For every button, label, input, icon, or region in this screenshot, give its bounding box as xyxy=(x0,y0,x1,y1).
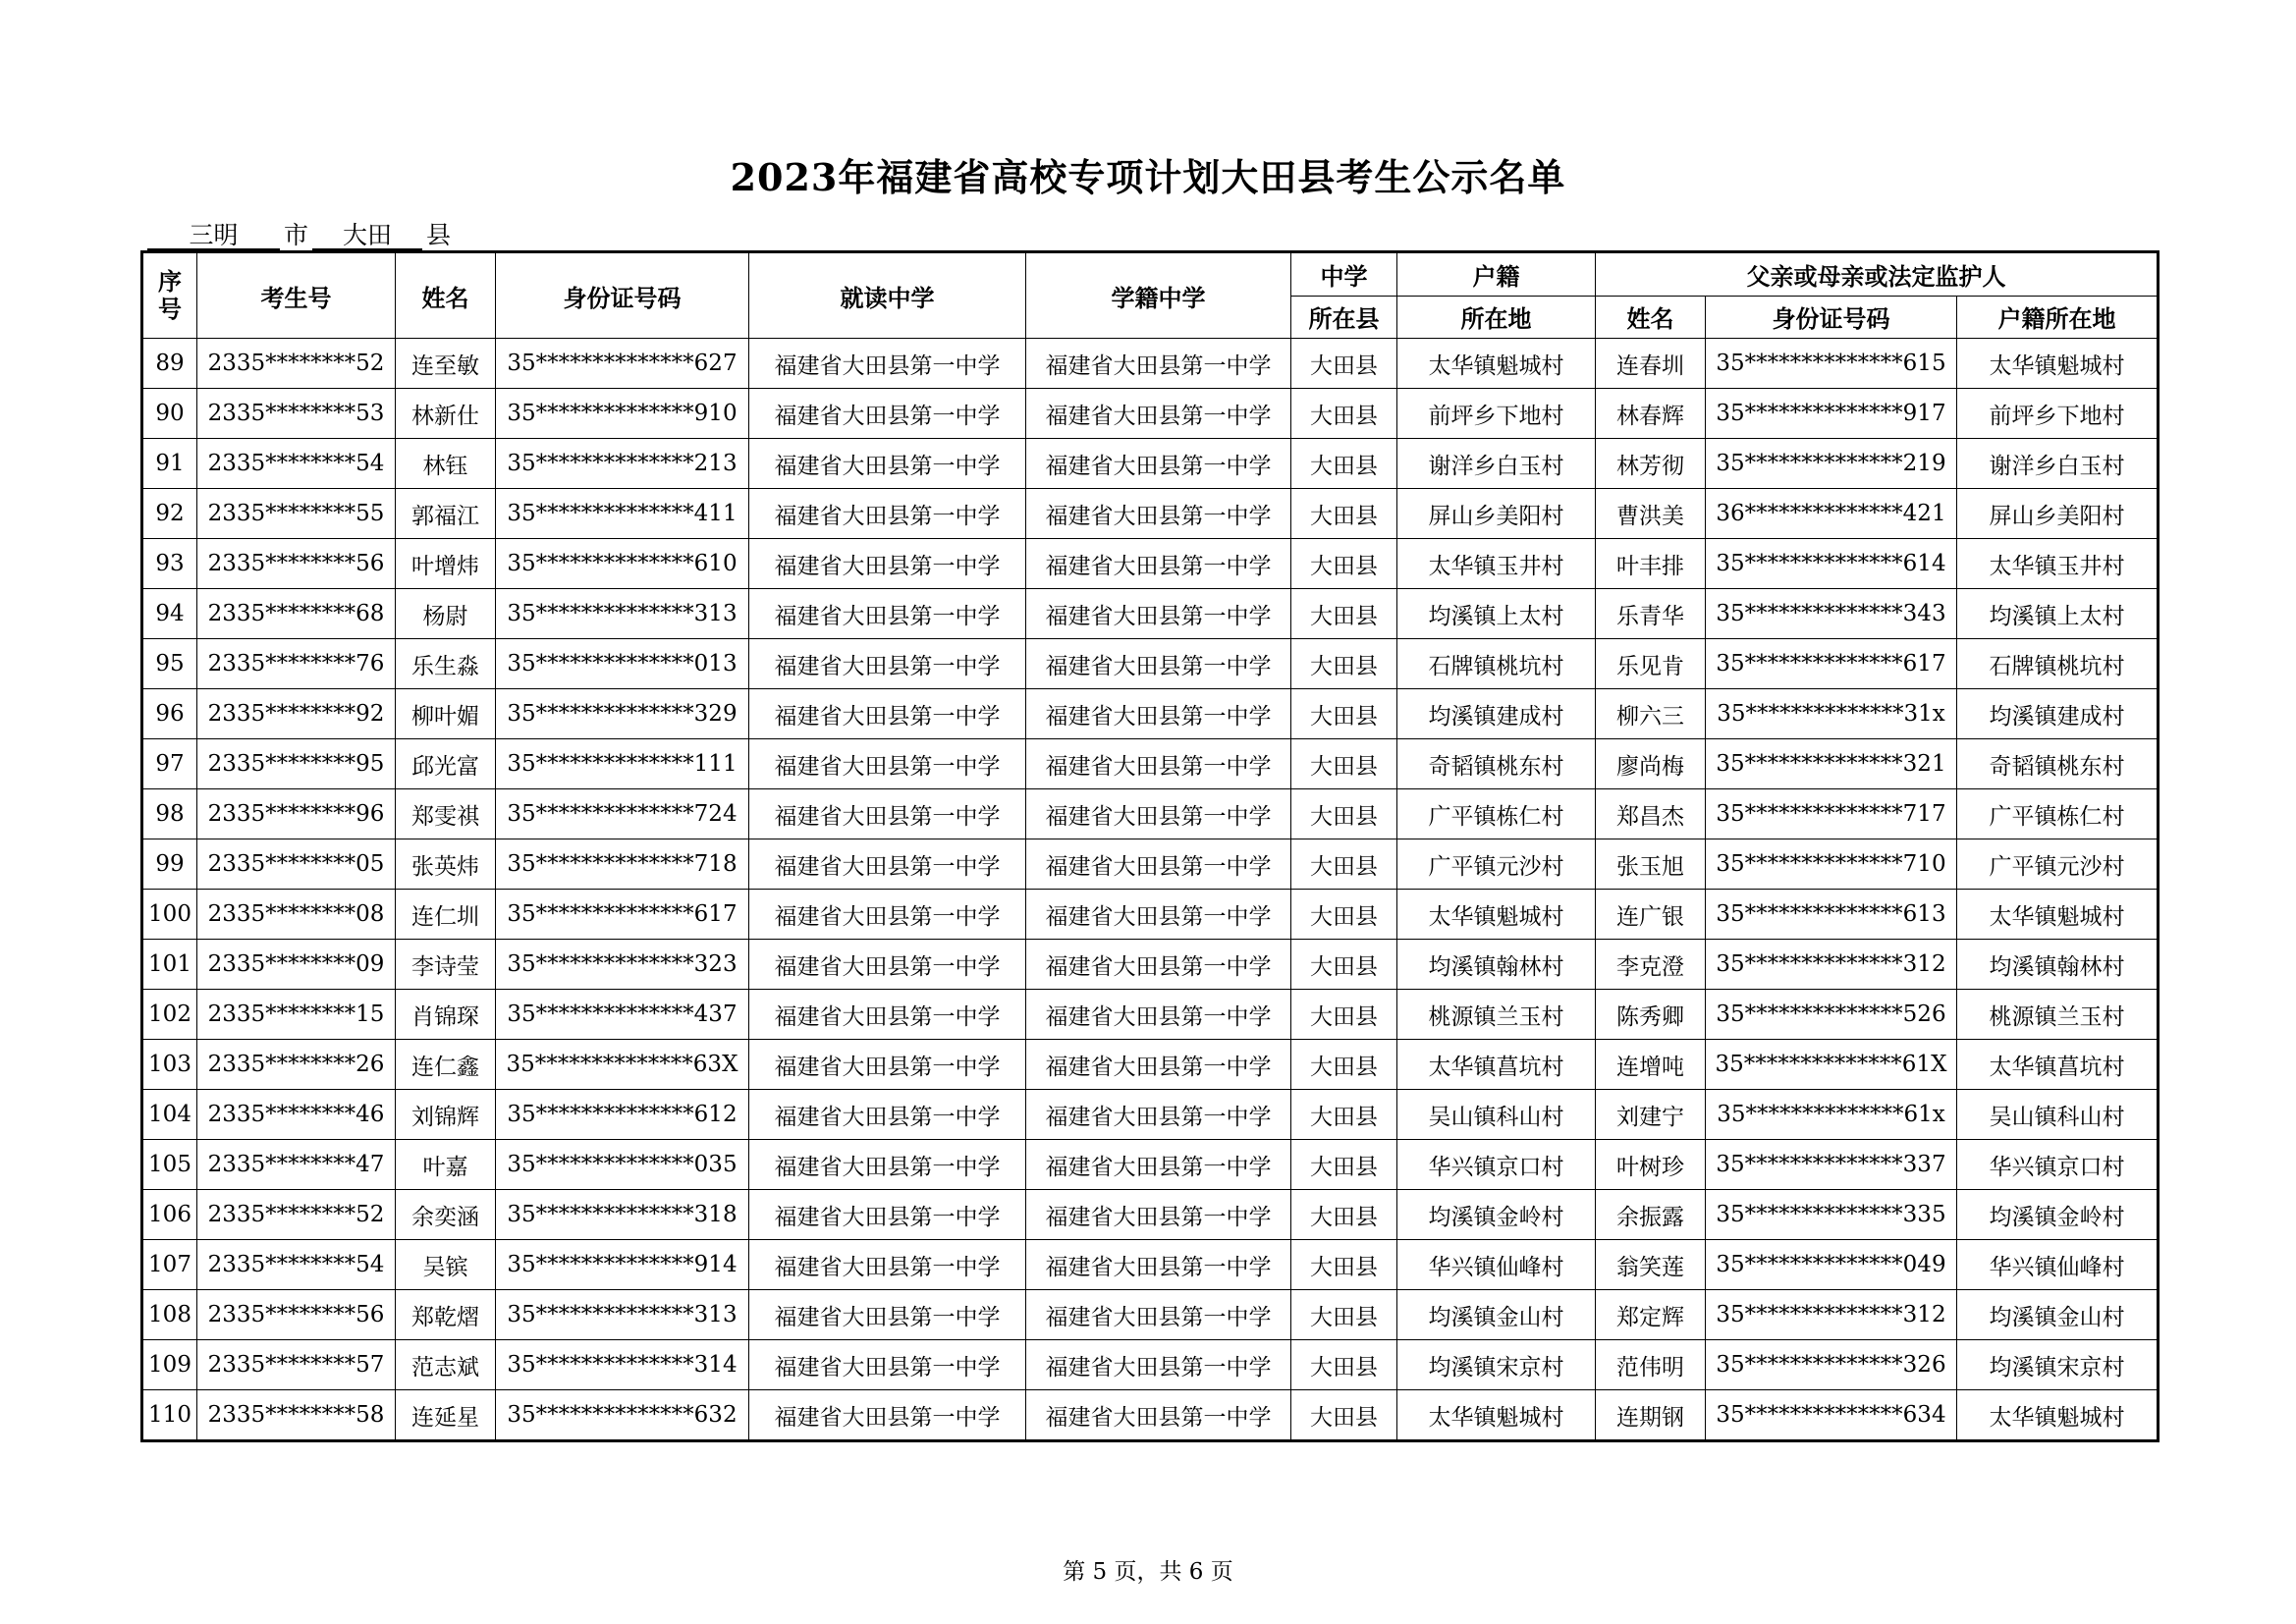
header-exam-no: 考生号 xyxy=(197,252,396,339)
guardian-id-cell: 35**************634 xyxy=(1706,1390,1957,1441)
exam-no-cell: 2335********46 xyxy=(197,1090,396,1140)
id-no-cell: 35**************627 xyxy=(496,339,749,389)
registered-school-cell: 福建省大田县第一中学 xyxy=(1026,439,1291,489)
guardian-name-cell: 郑定辉 xyxy=(1596,1290,1706,1340)
guardian-household-cell: 均溪镇宋京村 xyxy=(1957,1340,2159,1390)
exam-no-cell: 2335********57 xyxy=(197,1340,396,1390)
guardian-name-cell: 叶树珍 xyxy=(1596,1140,1706,1190)
registered-school-cell: 福建省大田县第一中学 xyxy=(1026,389,1291,439)
guardian-household-cell: 广平镇元沙村 xyxy=(1957,839,2159,890)
page-title: 2023年福建省高校专项计划大田县考生公示名单 xyxy=(730,155,1566,199)
name-cell: 刘锦辉 xyxy=(396,1090,496,1140)
seq-cell: 98 xyxy=(142,789,197,839)
school-county-cell: 大田县 xyxy=(1291,890,1397,940)
seq-cell: 96 xyxy=(142,689,197,739)
exam-no-cell: 2335********54 xyxy=(197,439,396,489)
registered-school-cell: 福建省大田县第一中学 xyxy=(1026,1040,1291,1090)
guardian-name-cell: 林芳彻 xyxy=(1596,439,1706,489)
seq-cell: 109 xyxy=(142,1340,197,1390)
school-cell: 福建省大田县第一中学 xyxy=(749,1190,1026,1240)
school-cell: 福建省大田县第一中学 xyxy=(749,1090,1026,1140)
school-county-cell: 大田县 xyxy=(1291,1390,1397,1441)
table-row xyxy=(142,1140,2159,1190)
exam-no-cell: 2335********09 xyxy=(197,940,396,990)
guardian-name-cell: 翁笑莲 xyxy=(1596,1240,1706,1290)
school-cell: 福建省大田县第一中学 xyxy=(749,339,1026,389)
table-row xyxy=(142,1240,2159,1290)
name-cell: 郑雯祺 xyxy=(396,789,496,839)
seq-cell: 106 xyxy=(142,1190,197,1240)
table-row xyxy=(142,439,2159,489)
household-cell: 广平镇栋仁村 xyxy=(1397,789,1596,839)
school-cell: 福建省大田县第一中学 xyxy=(749,439,1026,489)
id-no-cell: 35**************318 xyxy=(496,1190,749,1240)
seq-cell: 94 xyxy=(142,589,197,639)
guardian-id-cell: 35**************917 xyxy=(1706,389,1957,439)
household-cell: 华兴镇京口村 xyxy=(1397,1140,1596,1190)
household-cell: 太华镇菖坑村 xyxy=(1397,1040,1596,1090)
registered-school-cell: 福建省大田县第一中学 xyxy=(1026,1140,1291,1190)
exam-no-cell: 2335********05 xyxy=(197,839,396,890)
school-cell: 福建省大田县第一中学 xyxy=(749,1240,1026,1290)
guardian-name-cell: 林春辉 xyxy=(1596,389,1706,439)
guardian-id-cell: 35**************335 xyxy=(1706,1190,1957,1240)
guardian-household-cell: 华兴镇仙峰村 xyxy=(1957,1240,2159,1290)
seq-cell: 103 xyxy=(142,1040,197,1090)
school-county-cell: 大田县 xyxy=(1291,940,1397,990)
registered-school-cell: 福建省大田县第一中学 xyxy=(1026,339,1291,389)
school-county-cell: 大田县 xyxy=(1291,839,1397,890)
guardian-id-cell: 35**************219 xyxy=(1706,439,1957,489)
school-county-cell: 大田县 xyxy=(1291,1240,1397,1290)
name-cell: 邱光富 xyxy=(396,739,496,789)
registered-school-cell: 福建省大田县第一中学 xyxy=(1026,1390,1291,1441)
registered-school-cell: 福建省大田县第一中学 xyxy=(1026,839,1291,890)
school-county-cell: 大田县 xyxy=(1291,689,1397,739)
household-cell: 均溪镇上太村 xyxy=(1397,589,1596,639)
school-cell: 福建省大田县第一中学 xyxy=(749,539,1026,589)
id-no-cell: 35**************612 xyxy=(496,1090,749,1140)
guardian-id-cell: 35**************526 xyxy=(1706,990,1957,1040)
id-no-cell: 35**************035 xyxy=(496,1140,749,1190)
school-county-cell: 大田县 xyxy=(1291,639,1397,689)
school-cell: 福建省大田县第一中学 xyxy=(749,1040,1026,1090)
guardian-id-cell: 35**************614 xyxy=(1706,539,1957,589)
exam-no-cell: 2335********76 xyxy=(197,639,396,689)
id-no-cell: 35**************910 xyxy=(496,389,749,439)
guardian-household-cell: 桃源镇兰玉村 xyxy=(1957,990,2159,1040)
region-county-suffix: 县 xyxy=(426,221,452,249)
guardian-name-cell: 乐青华 xyxy=(1596,589,1706,639)
school-county-cell: 大田县 xyxy=(1291,789,1397,839)
guardian-id-cell: 35**************717 xyxy=(1706,789,1957,839)
header-guardian-name: 姓名 xyxy=(1596,296,1706,339)
registered-school-cell: 福建省大田县第一中学 xyxy=(1026,789,1291,839)
guardian-household-cell: 石牌镇桃坑村 xyxy=(1957,639,2159,689)
guardian-household-cell: 均溪镇金岭村 xyxy=(1957,1190,2159,1240)
household-cell: 太华镇魁城村 xyxy=(1397,890,1596,940)
registered-school-cell: 福建省大田县第一中学 xyxy=(1026,890,1291,940)
id-no-cell: 35**************411 xyxy=(496,489,749,539)
registered-school-cell: 福建省大田县第一中学 xyxy=(1026,1290,1291,1340)
guardian-name-cell: 乐见肯 xyxy=(1596,639,1706,689)
guardian-id-cell: 35**************61x xyxy=(1706,1090,1957,1140)
table-row xyxy=(142,1390,2159,1441)
id-no-cell: 35**************617 xyxy=(496,890,749,940)
roster-table xyxy=(140,250,2159,1442)
region-line xyxy=(147,216,455,251)
id-no-cell: 35**************437 xyxy=(496,990,749,1040)
exam-no-cell: 2335********52 xyxy=(197,339,396,389)
region-county: 大田 xyxy=(312,223,422,250)
school-county-cell: 大田县 xyxy=(1291,1090,1397,1140)
header-seq-2: 号 xyxy=(158,295,182,323)
school-cell: 福建省大田县第一中学 xyxy=(749,389,1026,439)
school-cell: 福建省大田县第一中学 xyxy=(749,1340,1026,1390)
guardian-name-cell: 叶丰排 xyxy=(1596,539,1706,589)
seq-cell: 105 xyxy=(142,1140,197,1190)
table-row xyxy=(142,389,2159,439)
household-cell: 石牌镇桃坑村 xyxy=(1397,639,1596,689)
guardian-name-cell: 张玉旭 xyxy=(1596,839,1706,890)
exam-no-cell: 2335********95 xyxy=(197,739,396,789)
school-cell: 福建省大田县第一中学 xyxy=(749,589,1026,639)
household-cell: 均溪镇翰林村 xyxy=(1397,940,1596,990)
exam-no-cell: 2335********52 xyxy=(197,1190,396,1240)
guardian-name-cell: 连期钢 xyxy=(1596,1390,1706,1441)
name-cell: 林新仕 xyxy=(396,389,496,439)
id-no-cell: 35**************914 xyxy=(496,1240,749,1290)
header-guardian-id: 身份证号码 xyxy=(1706,296,1957,339)
school-county-cell: 大田县 xyxy=(1291,389,1397,439)
household-cell: 均溪镇建成村 xyxy=(1397,689,1596,739)
header-household-bottom: 所在地 xyxy=(1397,296,1596,339)
table-row xyxy=(142,990,2159,1040)
region-city-suffix: 市 xyxy=(284,221,309,249)
header-seq xyxy=(142,252,197,339)
header-school-county-top: 中学 xyxy=(1291,252,1397,297)
table-row xyxy=(142,940,2159,990)
table-row xyxy=(142,539,2159,589)
household-cell: 太华镇魁城村 xyxy=(1397,339,1596,389)
seq-cell: 104 xyxy=(142,1090,197,1140)
guardian-household-cell: 广平镇栋仁村 xyxy=(1957,789,2159,839)
header-school-county-bottom: 所在县 xyxy=(1291,296,1397,339)
seq-cell: 99 xyxy=(142,839,197,890)
guardian-id-cell: 35**************337 xyxy=(1706,1140,1957,1190)
exam-no-cell: 2335********92 xyxy=(197,689,396,739)
school-cell: 福建省大田县第一中学 xyxy=(749,689,1026,739)
name-cell: 杨尉 xyxy=(396,589,496,639)
table-row xyxy=(142,689,2159,739)
school-county-cell: 大田县 xyxy=(1291,739,1397,789)
school-cell: 福建省大田县第一中学 xyxy=(749,940,1026,990)
seq-cell: 95 xyxy=(142,639,197,689)
name-cell: 范志斌 xyxy=(396,1340,496,1390)
table-row xyxy=(142,639,2159,689)
school-cell: 福建省大田县第一中学 xyxy=(749,1140,1026,1190)
guardian-id-cell: 35**************312 xyxy=(1706,1290,1957,1340)
name-cell: 郑乾熠 xyxy=(396,1290,496,1340)
guardian-household-cell: 均溪镇翰林村 xyxy=(1957,940,2159,990)
id-no-cell: 35**************610 xyxy=(496,539,749,589)
exam-no-cell: 2335********56 xyxy=(197,539,396,589)
guardian-id-cell: 35**************049 xyxy=(1706,1240,1957,1290)
registered-school-cell: 福建省大田县第一中学 xyxy=(1026,1340,1291,1390)
guardian-household-cell: 太华镇魁城村 xyxy=(1957,339,2159,389)
guardian-household-cell: 均溪镇建成村 xyxy=(1957,689,2159,739)
header-registered-school: 学籍中学 xyxy=(1026,252,1291,339)
guardian-id-cell: 35**************321 xyxy=(1706,739,1957,789)
exam-no-cell: 2335********54 xyxy=(197,1240,396,1290)
name-cell: 乐生淼 xyxy=(396,639,496,689)
table-row xyxy=(142,1190,2159,1240)
household-cell: 吴山镇科山村 xyxy=(1397,1090,1596,1140)
school-county-cell: 大田县 xyxy=(1291,990,1397,1040)
household-cell: 广平镇元沙村 xyxy=(1397,839,1596,890)
guardian-name-cell: 刘建宁 xyxy=(1596,1090,1706,1140)
guardian-id-cell: 36**************421 xyxy=(1706,489,1957,539)
id-no-cell: 35**************313 xyxy=(496,1290,749,1340)
name-cell: 连至敏 xyxy=(396,339,496,389)
name-cell: 连仁圳 xyxy=(396,890,496,940)
id-no-cell: 35**************323 xyxy=(496,940,749,990)
page-footer: 第 5 页，共 6 页 xyxy=(1063,1559,1233,1585)
guardian-name-cell: 余振露 xyxy=(1596,1190,1706,1240)
household-cell: 屏山乡美阳村 xyxy=(1397,489,1596,539)
table-row xyxy=(142,1040,2159,1090)
registered-school-cell: 福建省大田县第一中学 xyxy=(1026,1190,1291,1240)
roster-body xyxy=(142,339,2159,1441)
name-cell: 郭福江 xyxy=(396,489,496,539)
exam-no-cell: 2335********68 xyxy=(197,589,396,639)
exam-no-cell: 2335********47 xyxy=(197,1140,396,1190)
guardian-name-cell: 范伟明 xyxy=(1596,1340,1706,1390)
id-no-cell: 35**************013 xyxy=(496,639,749,689)
school-cell: 福建省大田县第一中学 xyxy=(749,890,1026,940)
registered-school-cell: 福建省大田县第一中学 xyxy=(1026,589,1291,639)
guardian-id-cell: 35**************617 xyxy=(1706,639,1957,689)
registered-school-cell: 福建省大田县第一中学 xyxy=(1026,539,1291,589)
guardian-household-cell: 太华镇玉井村 xyxy=(1957,539,2159,589)
header-seq-1: 序 xyxy=(158,267,182,296)
guardian-name-cell: 陈秀卿 xyxy=(1596,990,1706,1040)
seq-cell: 93 xyxy=(142,539,197,589)
table-row xyxy=(142,489,2159,539)
seq-cell: 89 xyxy=(142,339,197,389)
table-row xyxy=(142,1090,2159,1140)
guardian-name-cell: 李克澄 xyxy=(1596,940,1706,990)
seq-cell: 110 xyxy=(142,1390,197,1441)
id-no-cell: 35**************329 xyxy=(496,689,749,739)
household-cell: 均溪镇宋京村 xyxy=(1397,1340,1596,1390)
id-no-cell: 35**************724 xyxy=(496,789,749,839)
id-no-cell: 35**************213 xyxy=(496,439,749,489)
name-cell: 连延星 xyxy=(396,1390,496,1441)
registered-school-cell: 福建省大田县第一中学 xyxy=(1026,739,1291,789)
exam-no-cell: 2335********96 xyxy=(197,789,396,839)
guardian-id-cell: 35**************326 xyxy=(1706,1340,1957,1390)
registered-school-cell: 福建省大田县第一中学 xyxy=(1026,489,1291,539)
name-cell: 张英炜 xyxy=(396,839,496,890)
region-city: 三明 xyxy=(147,223,280,250)
exam-no-cell: 2335********08 xyxy=(197,890,396,940)
table-row xyxy=(142,339,2159,389)
school-county-cell: 大田县 xyxy=(1291,589,1397,639)
guardian-household-cell: 奇韬镇桃东村 xyxy=(1957,739,2159,789)
name-cell: 吴镔 xyxy=(396,1240,496,1290)
school-cell: 福建省大田县第一中学 xyxy=(749,639,1026,689)
school-cell: 福建省大田县第一中学 xyxy=(749,839,1026,890)
table-row xyxy=(142,789,2159,839)
seq-cell: 90 xyxy=(142,389,197,439)
header-guardian-household: 户籍所在地 xyxy=(1957,296,2159,339)
school-cell: 福建省大田县第一中学 xyxy=(749,789,1026,839)
name-cell: 叶增炜 xyxy=(396,539,496,589)
seq-cell: 102 xyxy=(142,990,197,1040)
header-household-top: 户籍 xyxy=(1397,252,1596,297)
name-cell: 林钰 xyxy=(396,439,496,489)
household-cell: 均溪镇金山村 xyxy=(1397,1290,1596,1340)
table-row xyxy=(142,890,2159,940)
registered-school-cell: 福建省大田县第一中学 xyxy=(1026,1090,1291,1140)
school-cell: 福建省大田县第一中学 xyxy=(749,990,1026,1040)
name-cell: 柳叶媚 xyxy=(396,689,496,739)
guardian-name-cell: 廖尚梅 xyxy=(1596,739,1706,789)
id-no-cell: 35**************63X xyxy=(496,1040,749,1090)
guardian-id-cell: 35**************710 xyxy=(1706,839,1957,890)
guardian-name-cell: 曹洪美 xyxy=(1596,489,1706,539)
seq-cell: 100 xyxy=(142,890,197,940)
registered-school-cell: 福建省大田县第一中学 xyxy=(1026,639,1291,689)
seq-cell: 97 xyxy=(142,739,197,789)
school-county-cell: 大田县 xyxy=(1291,439,1397,489)
registered-school-cell: 福建省大田县第一中学 xyxy=(1026,1240,1291,1290)
guardian-household-cell: 吴山镇科山村 xyxy=(1957,1090,2159,1140)
table-row xyxy=(142,739,2159,789)
header-id-no: 身份证号码 xyxy=(496,252,749,339)
id-no-cell: 35**************313 xyxy=(496,589,749,639)
school-cell: 福建省大田县第一中学 xyxy=(749,1390,1026,1441)
guardian-household-cell: 前坪乡下地村 xyxy=(1957,389,2159,439)
guardian-household-cell: 均溪镇上太村 xyxy=(1957,589,2159,639)
guardian-household-cell: 太华镇魁城村 xyxy=(1957,890,2159,940)
name-cell: 连仁鑫 xyxy=(396,1040,496,1090)
guardian-name-cell: 柳六三 xyxy=(1596,689,1706,739)
school-cell: 福建省大田县第一中学 xyxy=(749,489,1026,539)
guardian-household-cell: 太华镇菖坑村 xyxy=(1957,1040,2159,1090)
name-cell: 肖锦琛 xyxy=(396,990,496,1040)
exam-no-cell: 2335********53 xyxy=(197,389,396,439)
exam-no-cell: 2335********56 xyxy=(197,1290,396,1340)
school-county-cell: 大田县 xyxy=(1291,539,1397,589)
school-cell: 福建省大田县第一中学 xyxy=(749,1290,1026,1340)
table-row xyxy=(142,589,2159,639)
table-row xyxy=(142,1340,2159,1390)
school-county-cell: 大田县 xyxy=(1291,1290,1397,1340)
table-row xyxy=(142,839,2159,890)
guardian-household-cell: 太华镇魁城村 xyxy=(1957,1390,2159,1441)
household-cell: 太华镇玉井村 xyxy=(1397,539,1596,589)
seq-cell: 92 xyxy=(142,489,197,539)
exam-no-cell: 2335********55 xyxy=(197,489,396,539)
guardian-name-cell: 连增吨 xyxy=(1596,1040,1706,1090)
guardian-id-cell: 35**************61X xyxy=(1706,1040,1957,1090)
guardian-name-cell: 郑昌杰 xyxy=(1596,789,1706,839)
guardian-name-cell: 连广银 xyxy=(1596,890,1706,940)
school-county-cell: 大田县 xyxy=(1291,1340,1397,1390)
seq-cell: 107 xyxy=(142,1240,197,1290)
household-cell: 前坪乡下地村 xyxy=(1397,389,1596,439)
header-guardian-group: 父亲或母亲或法定监护人 xyxy=(1596,252,2159,297)
household-cell: 谢洋乡白玉村 xyxy=(1397,439,1596,489)
school-county-cell: 大田县 xyxy=(1291,1140,1397,1190)
guardian-household-cell: 屏山乡美阳村 xyxy=(1957,489,2159,539)
seq-cell: 91 xyxy=(142,439,197,489)
household-cell: 桃源镇兰玉村 xyxy=(1397,990,1596,1040)
header-school: 就读中学 xyxy=(749,252,1026,339)
school-county-cell: 大田县 xyxy=(1291,339,1397,389)
school-county-cell: 大田县 xyxy=(1291,1040,1397,1090)
household-cell: 均溪镇金岭村 xyxy=(1397,1190,1596,1240)
guardian-id-cell: 35**************615 xyxy=(1706,339,1957,389)
exam-no-cell: 2335********58 xyxy=(197,1390,396,1441)
header-name: 姓名 xyxy=(396,252,496,339)
seq-cell: 108 xyxy=(142,1290,197,1340)
school-county-cell: 大田县 xyxy=(1291,489,1397,539)
guardian-household-cell: 华兴镇京口村 xyxy=(1957,1140,2159,1190)
household-cell: 奇韬镇桃东村 xyxy=(1397,739,1596,789)
name-cell: 李诗莹 xyxy=(396,940,496,990)
guardian-household-cell: 谢洋乡白玉村 xyxy=(1957,439,2159,489)
registered-school-cell: 福建省大田县第一中学 xyxy=(1026,990,1291,1040)
guardian-id-cell: 35**************343 xyxy=(1706,589,1957,639)
guardian-id-cell: 35**************312 xyxy=(1706,940,1957,990)
id-no-cell: 35**************111 xyxy=(496,739,749,789)
household-cell: 太华镇魁城村 xyxy=(1397,1390,1596,1441)
guardian-id-cell: 35**************613 xyxy=(1706,890,1957,940)
name-cell: 叶嘉 xyxy=(396,1140,496,1190)
id-no-cell: 35**************314 xyxy=(496,1340,749,1390)
school-cell: 福建省大田县第一中学 xyxy=(749,739,1026,789)
school-county-cell: 大田县 xyxy=(1291,1190,1397,1240)
household-cell: 华兴镇仙峰村 xyxy=(1397,1240,1596,1290)
id-no-cell: 35**************718 xyxy=(496,839,749,890)
id-no-cell: 35**************632 xyxy=(496,1390,749,1441)
registered-school-cell: 福建省大田县第一中学 xyxy=(1026,940,1291,990)
exam-no-cell: 2335********15 xyxy=(197,990,396,1040)
exam-no-cell: 2335********26 xyxy=(197,1040,396,1090)
name-cell: 余奕涵 xyxy=(396,1190,496,1240)
guardian-name-cell: 连春圳 xyxy=(1596,339,1706,389)
registered-school-cell: 福建省大田县第一中学 xyxy=(1026,689,1291,739)
seq-cell: 101 xyxy=(142,940,197,990)
guardian-id-cell: 35**************31x xyxy=(1706,689,1957,739)
table-row xyxy=(142,1290,2159,1340)
guardian-household-cell: 均溪镇金山村 xyxy=(1957,1290,2159,1340)
